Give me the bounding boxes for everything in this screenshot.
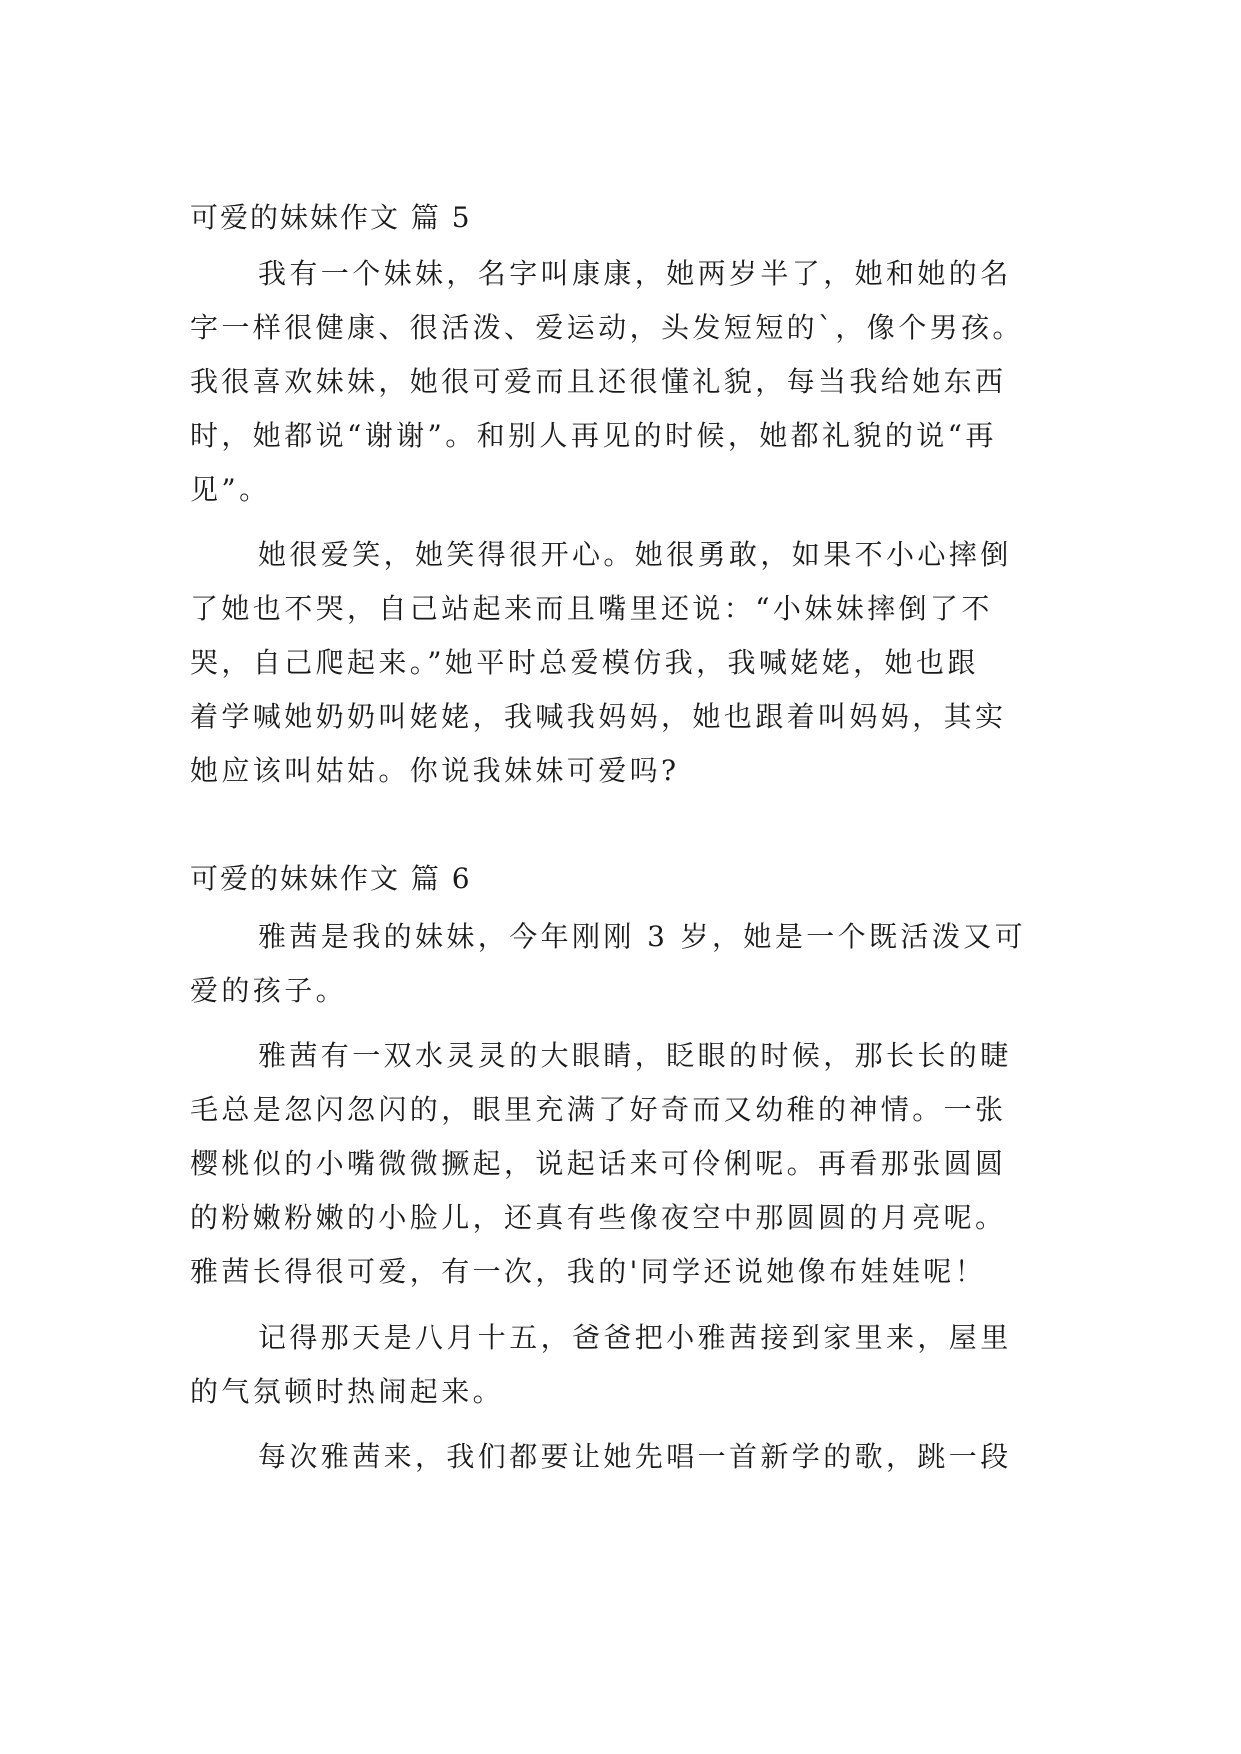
paragraph-line: 雅茜有一双水灵灵的大眼睛，眨眼的时候，那长长的睫 — [258, 1039, 1012, 1072]
paragraph-line: 了她也不哭，自己站起来而且嘴里还说：“小妹妹摔倒了不 — [190, 592, 993, 625]
paragraph-line: 着学喊她奶奶叫姥姥，我喊我妈妈，她也跟着叫妈妈，其实 — [190, 700, 1007, 733]
section-heading: 可爱的妹妹作文 篇 6 — [190, 862, 472, 895]
paragraph-line: 的粉嫩粉嫩的小脸儿，还真有些像夜空中那圆圆的月亮呢。 — [190, 1201, 1007, 1234]
paragraph-line: 我很喜欢妹妹，她很可爱而且还很懂礼貌，每当我给她东西 — [190, 365, 1007, 398]
paragraph-line: 她很爱笑，她笑得很开心。她很勇敢，如果不小心摔倒 — [258, 538, 1012, 571]
paragraph-line: 毛总是忽闪忽闪的，眼里充满了好奇而又幼稚的神情。一张 — [190, 1093, 1007, 1126]
paragraph-line: 字一样很健康、很活泼、爱运动，头发短短的`，像个男孩。 — [190, 311, 1024, 344]
paragraph-line: 雅茜长得很可爱，有一次，我的'同学还说她像布娃娃呢！ — [190, 1255, 987, 1288]
paragraph-line: 每次雅茜来，我们都要让她先唱一首新学的歌，跳一段 — [258, 1440, 1012, 1473]
paragraph-line: 记得那天是八月十五，爸爸把小雅茜接到家里来，屋里 — [258, 1321, 1012, 1354]
section-heading: 可爱的妹妹作文 篇 5 — [190, 201, 472, 234]
paragraph-line: 爱的孩子。 — [190, 974, 348, 1007]
paragraph-line: 哭，自己爬起来。”她平时总爱模仿我，我喊姥姥，她也跟 — [190, 646, 979, 679]
paragraph-line: 我有一个妹妹，名字叫康康，她两岁半了，她和她的名 — [258, 257, 1012, 290]
paragraph-line: 的气氛顿时热闹起来。 — [190, 1375, 505, 1408]
paragraph-line: 时，她都说“谢谢”。和别人再见的时候，她都礼貌的说“再 — [190, 419, 997, 452]
paragraph-line: 樱桃似的小嘴微微撅起，说起话来可伶俐呢。再看那张圆圆 — [190, 1147, 1007, 1180]
paragraph-line: 雅茜是我的妹妹，今年刚刚 3 岁，她是一个既活泼又可 — [258, 920, 1027, 953]
paragraph-line: 见”。 — [190, 473, 271, 506]
paragraph-line: 她应该叫姑姑。你说我妹妹可爱吗? — [190, 754, 680, 787]
